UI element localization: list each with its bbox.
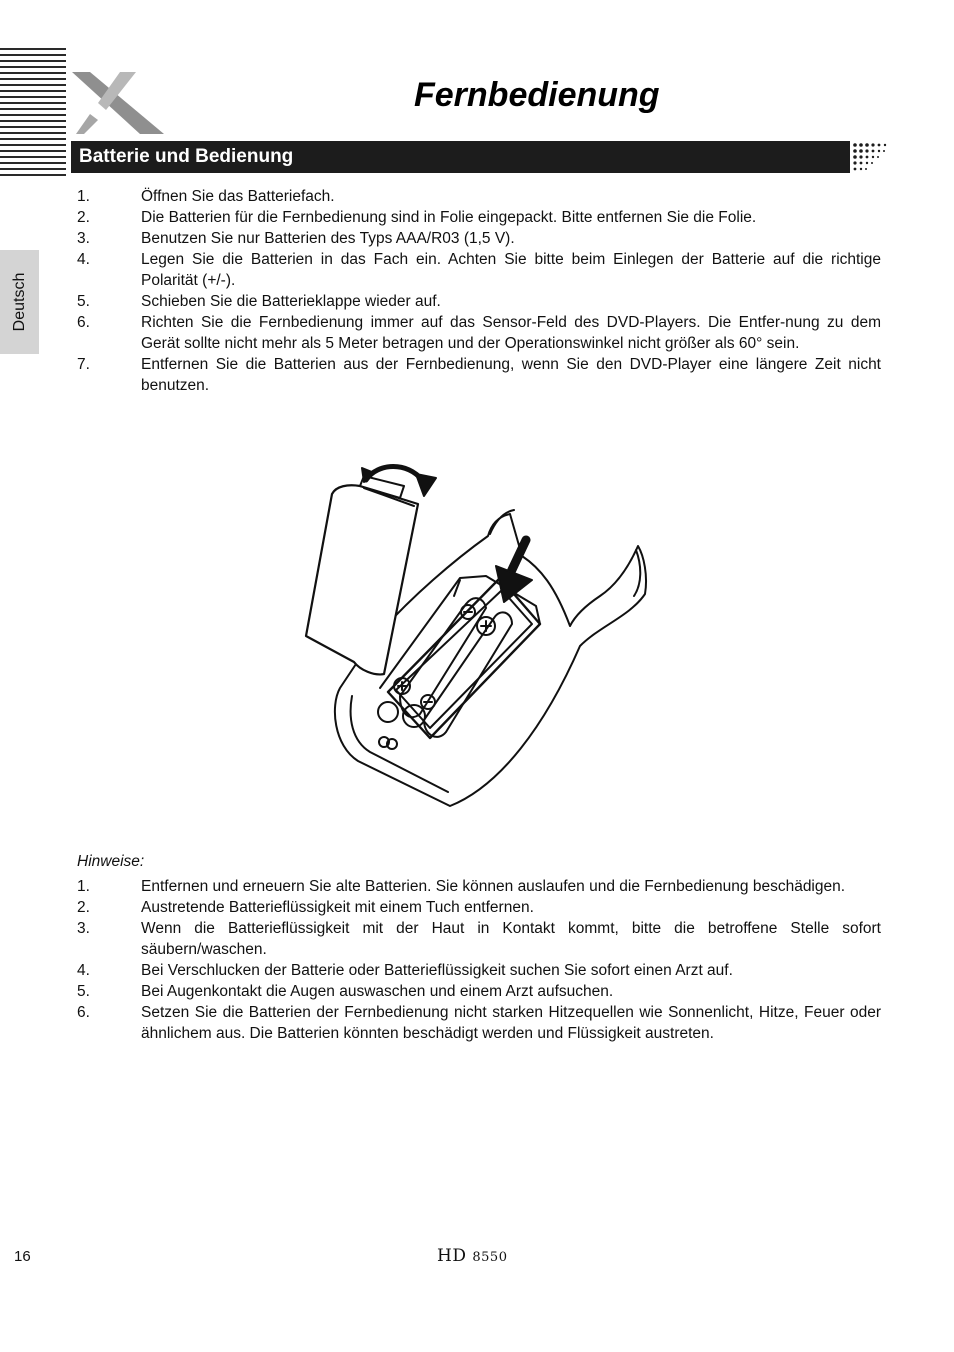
- brand-x-logo: [70, 70, 166, 136]
- section-heading-bar: [71, 141, 854, 173]
- model-name: [437, 1246, 507, 1266]
- list-item: 5. Schieben Sie die Batterieklappe wieder auf.: [77, 293, 441, 310]
- model-number: 8550: [472, 1250, 508, 1265]
- list-item: 6. Richten Sie die Fernbedienung immer auf das Sensor-Feld des DVD-Players. Die Entfer-nung zu dem Gerät sollte nicht mehr als 5 Meter betragen und der Operationswinkel nicht größer als 60° sein.: [77, 314, 881, 352]
- list-item: 2. Austretende Batterieflüssigkeit mit einem Tuch entfernen.: [77, 899, 534, 916]
- page-title: Fernbedienung: [414, 76, 660, 114]
- list-item: 3. Benutzen Sie nur Batterien des Typs AAA/R03 (1,5 V).: [77, 230, 515, 247]
- section-title: Batterie und Bedienung: [79, 146, 294, 167]
- list-item: 6. Setzen Sie die Batterien der Fernbedienung nicht starken Hitzequellen wie Sonnenlicht, Hitze, Feuer oder ähnlichem aus. Die Batterien könnten beschädigt werden und Flüssigkeit austreten.: [77, 1004, 881, 1042]
- list-item: 1. Entfernen und erneuern Sie alte Batterien. Sie können auslaufen und die Fernbedienung beschädigen.: [77, 878, 846, 895]
- list-item: 4. Legen Sie die Batterien in das Fach ein. Achten Sie bitte beim Einlegen der Batterie auf die richtige Polarität (+/-).: [77, 251, 881, 289]
- list-item: 4. Bei Verschlucken der Batterie oder Batterieflüssigkeit suchen Sie sofort einen Arzt auf.: [77, 962, 733, 979]
- list-item: 7. Entfernen Sie die Batterien aus der Fernbedienung, wenn Sie den DVD-Player eine längere Zeit nicht benutzen.: [77, 356, 881, 394]
- page-number: 16: [14, 1248, 31, 1265]
- list-item: 2. Die Batterien für die Fernbedienung sind in Folie eingepackt. Bitte entfernen Sie die Folie.: [77, 209, 757, 226]
- notes-list: [77, 876, 881, 1044]
- list-item: 5. Bei Augenkontakt die Augen auswaschen und einem Arzt aufsuchen.: [77, 983, 614, 1000]
- list-item: 1. Öffnen Sie das Batteriefach.: [77, 188, 335, 205]
- notes-label: Hinweise:: [77, 853, 145, 870]
- instruction-steps-list: [77, 186, 881, 396]
- model-brand: HD: [437, 1246, 467, 1266]
- remote-battery-illustration: [300, 456, 650, 816]
- dotted-bar-decoration: [850, 141, 890, 173]
- header-stripes-decoration: [0, 48, 66, 178]
- list-item: 3. Wenn die Batterieflüssigkeit mit der Haut in Kontakt kommt, bitte die betroffene Stelle sofort säubern/waschen.: [77, 920, 881, 958]
- language-side-tab-label: Deutsch: [10, 272, 28, 332]
- language-side-tab: [0, 250, 39, 354]
